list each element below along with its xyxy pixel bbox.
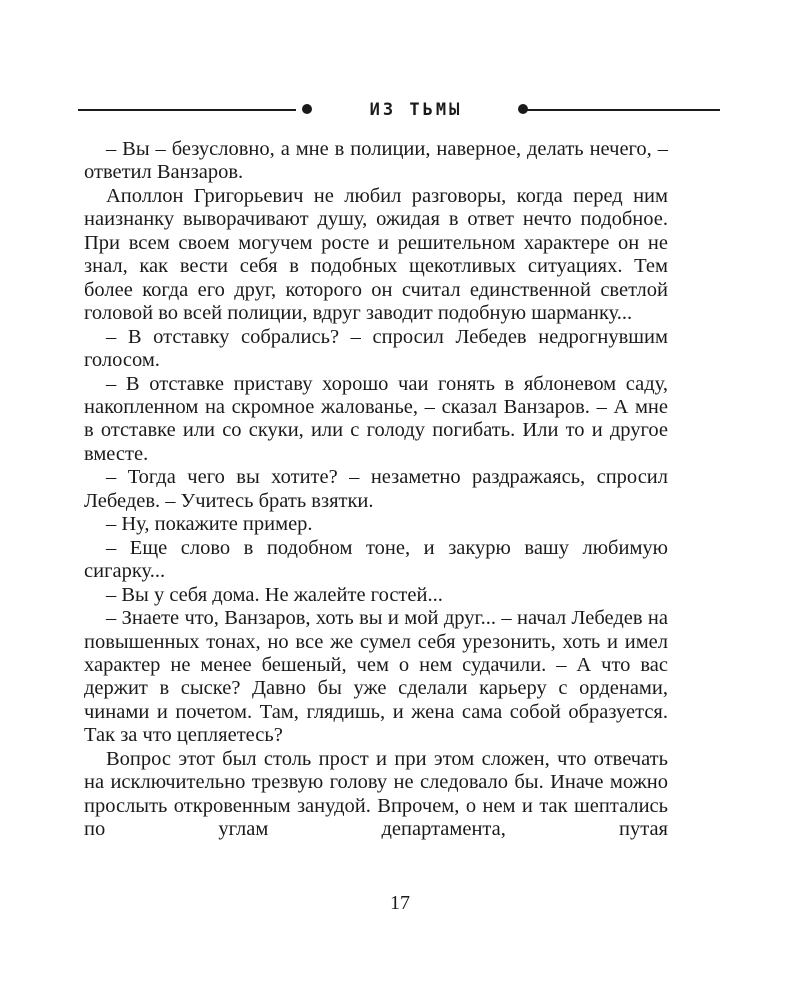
paragraph-1: – Вы – безусловно, а мне в полиции, наверное, делать нечего, – ответил Ванзаров.	[84, 138, 668, 184]
header-rule-right	[520, 109, 720, 111]
running-header	[78, 98, 720, 122]
paragraph-6: – Ну, покажите пример.	[106, 513, 313, 536]
paragraph-8: – Вы у себя дома. Не жалейте гостей...	[106, 583, 443, 606]
paragraph-7: – Еще слово в подобном тоне, и закурю вашу любимую сигарку...	[84, 536, 668, 583]
paragraph-2: Аполлон Григорьевич не любил разговоры, когда перед ним наизнанку выворачивают душу, ожидая в ответ нечто подобное. При всем своем могучем росте и решительном характере он не знал, как вести себя в подобных щекотливых ситуациях. Тем более когда его друг, которого он считал единственной светлой головой во всей полиции, вдруг заводит подобную шарманку...	[84, 184, 668, 325]
paragraph-4: – В отставке приставу хорошо чаи гонять в яблоневом саду, накопленном на скромное жалованье, – сказал Ванзаров. – А мне в отставке или со скуки, или с голоду погибать. Или то и другое вместе.	[84, 372, 668, 465]
paragraph-9: – Знаете что, Ванзаров, хоть вы и мой друг... – начал Лебедев на повышенных тонах, но все же сумел себя урезонить, хоть и имел характер не менее бешеный, чем о нем судачили. – А что вас держит в сыске? Давно бы уже сделали карьеру с орденами, чинами и почетом. Там, глядишь, и жена сама собой образуется. Так за что цепляетесь?	[84, 607, 668, 747]
header-bullet-left	[302, 104, 312, 114]
paragraph-5: – Тогда чего вы хотите? – незаметно раздражаясь, спросил Лебедев. – Учитесь брать взятки.	[84, 466, 668, 512]
running-title: ИЗ ТЬМЫ	[369, 100, 463, 120]
header-rule-left	[78, 109, 296, 111]
body-text	[84, 138, 668, 842]
paragraph-3: – В отставку собрались? – спросил Лебедев недрогнувшим голосом.	[84, 325, 668, 372]
page-number: 17	[390, 892, 410, 914]
paragraph-10: Вопрос этот был столь прост и при этом сложен, что отвечать на исключительно трезвую голову не следовало бы. Иначе можно прослыть откровенным занудой. Впрочем, о нем и так шептались по углам департамента, путая	[84, 747, 668, 841]
